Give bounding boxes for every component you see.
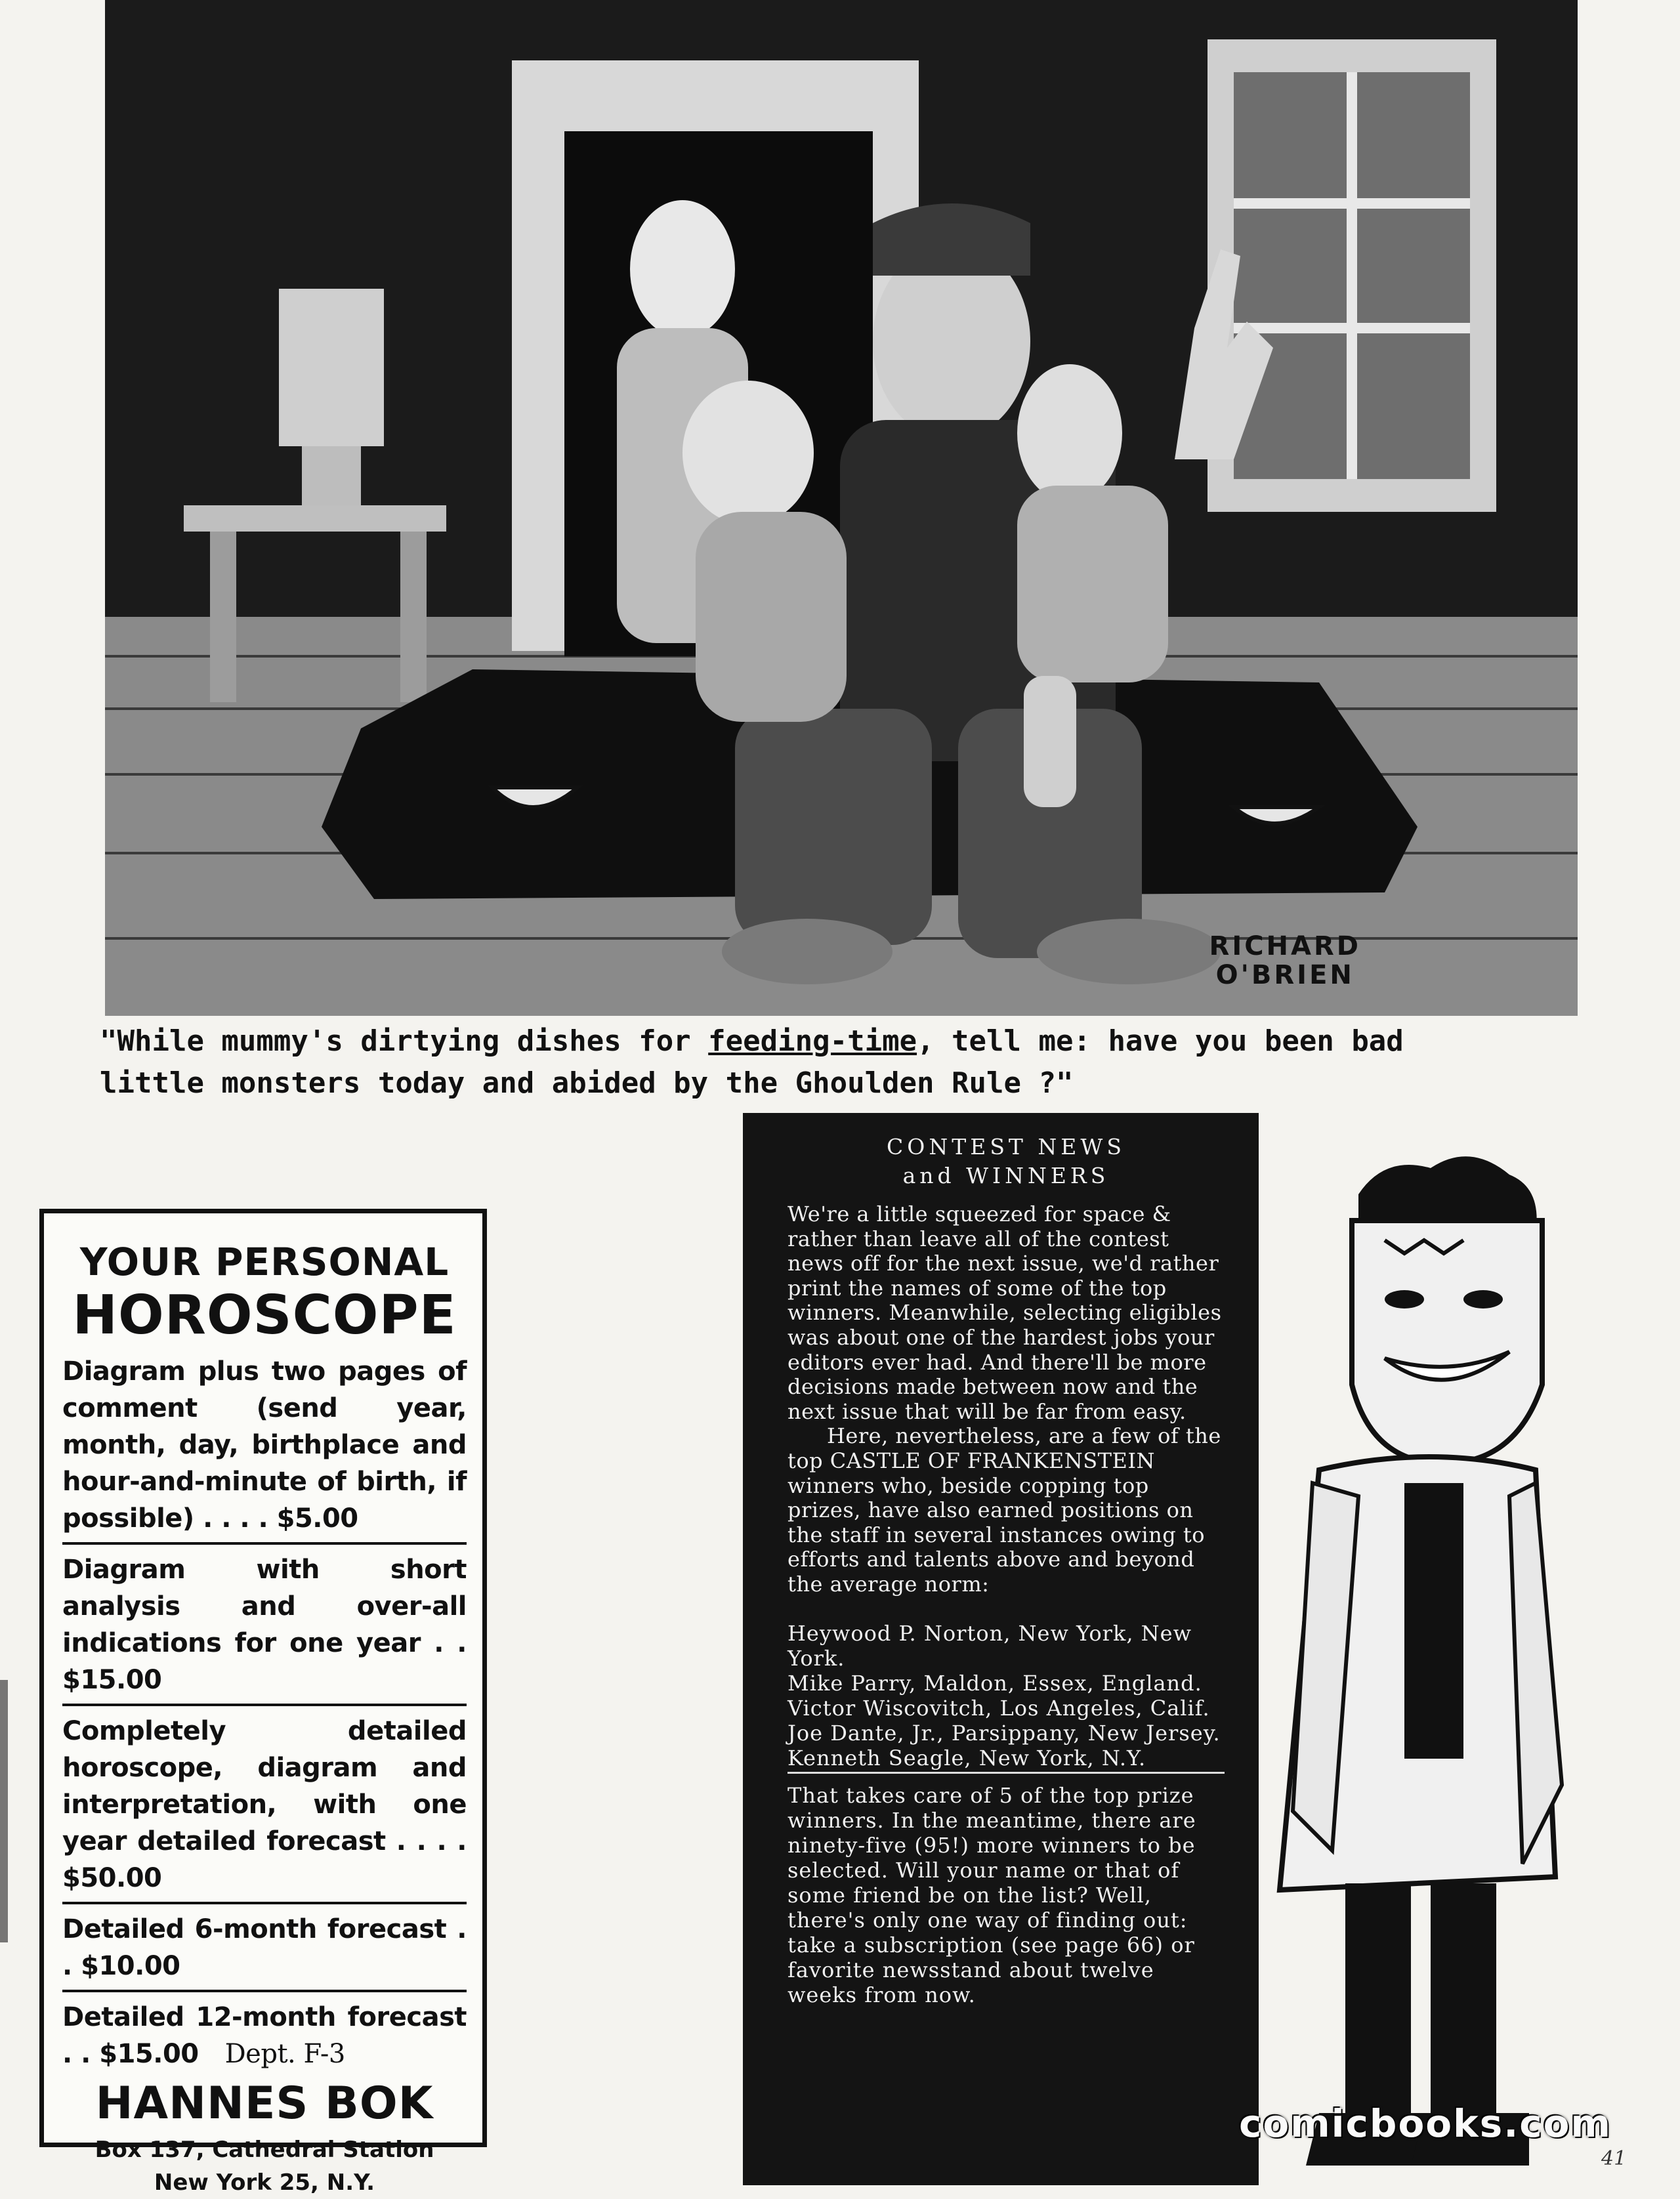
- caption-part-2: , tell me: have you been bad little monsters today and abided by the Ghoulden Rule ?": [100, 1024, 1404, 1100]
- ad-divider: [62, 1542, 467, 1545]
- contest-title: [788, 1133, 1225, 1190]
- cartoon-caption: [100, 1020, 1491, 1104]
- winner-entry: Victor Wiscovitch, Los Angeles, Calif.: [788, 1695, 1210, 1721]
- contest-paragraph-2: Here, nevertheless, are a few of the top CASTLE OF FRANKENSTEIN winners who, beside copping top prizes, have also earned positions on the staff in several instances owing to efforts and talents above and beyond the average norm:: [788, 1423, 1221, 1597]
- ad-divider: [62, 1990, 467, 1992]
- ad-dept: Dept. F-3: [224, 2039, 345, 2069]
- offer-price: $50.00: [62, 1863, 162, 1893]
- winners-list: [788, 1621, 1225, 1774]
- winner-entry: Joe Dante, Jr., Parsippany, New Jersey.: [788, 1720, 1221, 1746]
- contest-paragraph-3: That takes care of 5 of the top prize winners. In the meantime, there are ninety-five (95!) more winners to be selected. Will your name or that of some friend be on the list? Well, there's only one way of finding out: take a subscription (see page 66) or favorite newsstand about twelve weeks from now.: [788, 1782, 1196, 2007]
- ad-offer-item: [62, 1999, 467, 2072]
- cartoon-illustration: [105, 0, 1578, 1016]
- ad-divider: [62, 1902, 467, 1904]
- offer-price: $5.00: [276, 1503, 358, 1534]
- caption-part-1: "While mummy's dirtying dishes for: [100, 1024, 709, 1058]
- page-number: 41: [1601, 2147, 1627, 2170]
- address-line-1: Box 137, Cathedral Station: [94, 2137, 434, 2163]
- horoscope-advertisement: [39, 1209, 487, 2196]
- advertiser-address: [62, 2133, 467, 2199]
- offer-price: $15.00: [62, 1665, 162, 1695]
- frankenstein-monster-illustration: [1260, 1142, 1601, 2185]
- advertiser-name: HANNES BOK: [95, 2078, 434, 2129]
- contest-title-line-2: and WINNERS: [902, 1163, 1110, 1188]
- offer-price: $10.00: [81, 1951, 180, 1981]
- winner-entry: Heywood P. Norton, New York, New York.: [788, 1620, 1192, 1671]
- offer-text: Detailed 6-month forecast . .: [62, 1914, 467, 1981]
- signature-last-name: O'BRIEN: [1215, 960, 1354, 990]
- contest-title-line-1: CONTEST NEWS: [887, 1134, 1125, 1160]
- ad-offer-item: [62, 1353, 467, 1537]
- caption-underlined-word: feeding-time: [708, 1024, 917, 1058]
- offer-text: Diagram plus two pages of comment (send year, month, day, birthplace and hour-and-minute of birth, if possible) . . . .: [62, 1356, 467, 1534]
- offer-text: Diagram with short analysis and over-all indications for one year . .: [62, 1555, 467, 1658]
- ad-divider: [62, 1704, 467, 1706]
- site-watermark: comicbooks.com: [1239, 2101, 1612, 2146]
- signature-first-name: RICHARD: [1209, 931, 1361, 961]
- scan-edge-shadow: [0, 1680, 8, 1942]
- ad-offer-item: [62, 1713, 467, 1896]
- address-line-2: New York 25, N.Y.: [154, 2169, 375, 2196]
- winner-entry: Mike Parry, Maldon, Essex, England.: [788, 1670, 1202, 1696]
- winner-entry: Kenneth Seagle, New York, N.Y.: [788, 1746, 1225, 1774]
- offer-price: $15.00: [99, 2039, 199, 2069]
- ad-offer-item: [62, 1551, 467, 1698]
- ad-offer-item: [62, 1911, 467, 1984]
- offer-text: Completely detailed horoscope, diagram and interpretation, with one year detailed forecast . . . .: [62, 1716, 467, 1856]
- ad-title-line-2: HOROSCOPE: [72, 1284, 457, 1347]
- contest-news-box: [743, 1113, 1259, 2185]
- offer-text: Detailed 12-month forecast . .: [62, 2002, 467, 2069]
- contest-paragraph-1: We're a little squeezed for space & rather than leave all of the contest news off for the next issue, we'd rather print the names of some of the top winners. Meanwhile, selecting eligibles was about one of the hardest jobs your editors ever had. And there'll be more decisions made between now and the next issue that will be far from easy.: [788, 1202, 1222, 1424]
- artist-signature: [1209, 932, 1361, 990]
- cartoon-drawing: [105, 0, 1578, 1016]
- ad-title-line-1: YOUR PERSONAL: [79, 1240, 450, 1284]
